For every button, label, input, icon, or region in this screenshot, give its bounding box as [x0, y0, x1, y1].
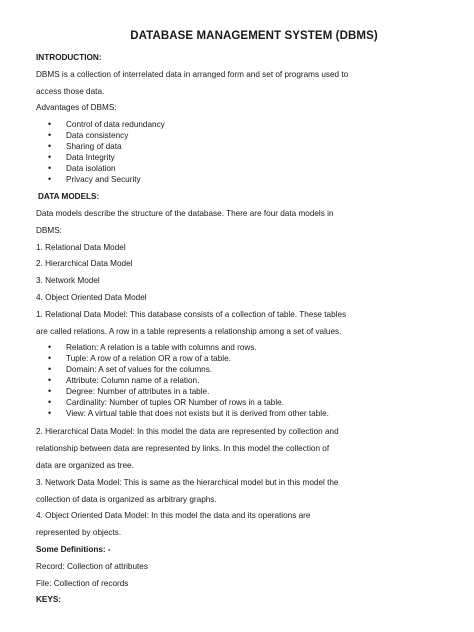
relational-term-item: • Tuple: A row of a relation OR a row of a table. — [36, 353, 436, 364]
definitions-heading: Some Definitions: - — [36, 544, 111, 554]
advantage-item: • Data Integrity — [36, 152, 436, 163]
model-list-item: 2. Hierarchical Data Model — [36, 259, 133, 269]
object-oriented-line-2: represented by objects. — [36, 528, 122, 538]
definition-file: File: Collection of records — [36, 578, 129, 588]
object-oriented-line-1: 4. Object Oriented Data Model: In this model the data and its operations are — [36, 511, 311, 521]
relational-term-item: • Relation: A relation is a table with columns and rows. — [36, 342, 436, 353]
document-body — [36, 50, 436, 609]
relational-term-item: • Degree: Number of attributes in a table. — [36, 386, 436, 397]
advantage-item: • Control of data redundancy — [36, 119, 436, 130]
page-title: DATABASE MANAGEMENT SYSTEM (DBMS) — [130, 30, 378, 42]
hierarchical-line-1: 2. Hierarchical Data Model: In this model the data are represented by collection and — [36, 427, 339, 437]
relational-term-item: • Domain: A set of values for the columns. — [36, 364, 436, 375]
network-line-1: 3. Network Data Model: This is same as the hierarchical model but in this model the — [36, 477, 339, 487]
models-desc-line-2: DBMS: — [36, 225, 62, 235]
hierarchical-line-3: data are organized as tree. — [36, 460, 134, 470]
model-list-item: 3. Network Model — [36, 276, 100, 286]
network-line-2: collection of data is organized as arbitrary graphs. — [36, 494, 217, 504]
advantage-item: • Data consistency — [36, 130, 436, 141]
intro-line-2: access those data. — [36, 86, 105, 96]
models-desc-line-1: Data models describe the structure of the database. There are four data models in — [36, 208, 334, 218]
advantages-label: Advantages of DBMS: — [36, 103, 117, 113]
intro-heading: INTRODUCTION: — [36, 53, 102, 62]
keys-heading: KEYS: — [36, 595, 62, 605]
relational-term-item: • Cardinality: Number of tuples OR Number of rows in a table. — [36, 397, 436, 408]
model-list-item: 4. Object Oriented Data Model — [36, 292, 147, 302]
definition-record: Record: Collection of attributes — [36, 561, 148, 571]
relational-line-2: are called relations. A row in a table represents a relationship among a set of values. — [36, 326, 342, 336]
relational-term-item: • View: A virtual table that does not exists but it is derived from other table. — [36, 408, 436, 419]
advantage-item: • Data isolation — [36, 163, 436, 174]
relational-line-1: 1. Relational Data Model: This database consists of a collection of table. These tables — [36, 309, 347, 319]
relational-term-item: • Attribute: Column name of a relation. — [36, 375, 436, 386]
models-heading: DATA MODELS: — [38, 192, 100, 202]
advantages-list — [36, 119, 436, 185]
advantage-item: • Sharing of data — [36, 141, 436, 152]
advantage-item: • Privacy and Security — [36, 174, 436, 185]
intro-line-1: DBMS is a collection of interrelated data in arranged form and set of programs used to — [36, 69, 349, 79]
model-list-item: 1. Relational Data Model — [36, 242, 126, 252]
relational-terms-list — [36, 342, 436, 419]
hierarchical-line-2: relationship between data are represented by links. In this model the collection of — [36, 444, 330, 454]
